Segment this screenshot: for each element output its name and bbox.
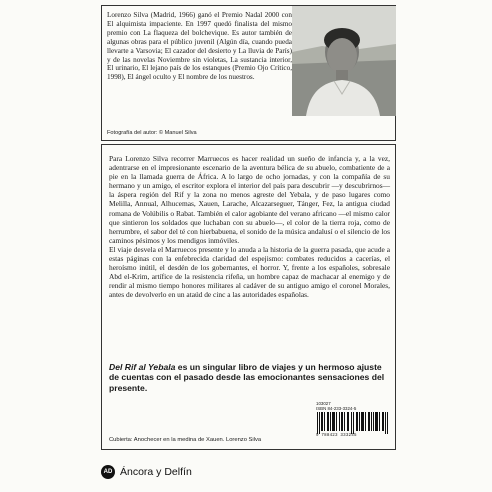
publisher bbox=[101, 462, 192, 482]
blurb bbox=[109, 362, 390, 393]
author-portrait-icon bbox=[292, 6, 396, 116]
cover-credit: Cubierta: Anochecer en la medina de Xauen. Lorenzo Silva bbox=[109, 437, 262, 443]
publisher-name: Áncora y Delfín bbox=[120, 466, 192, 478]
blurb-book-title: Del Rif al Yebala bbox=[109, 362, 176, 372]
synopsis-paragraph-2: El viaje desvela el Marruecos presente y lo anuda a la historia de la guerra pasada, que acude a estas páginas con la enfebrecida claridad del espejismo: combates reducidos a cacerías, el heroísmo inútil, el desdén de los gobernantes, el horror. Y, frente a los españoles, sobresale Abd el-Krim, artífice de la resistencia rifeña, un hombre capaz de machacar al enemigo y de rendir al mismo tiempo honores militares al cadáver de su antiguo amigo el coronel Morales, antes de devolverlo en un ataúd de cinc a las autoridades españolas. bbox=[109, 244, 390, 300]
photo-credit: Fotografía del autor: © Manuel Silva bbox=[107, 130, 197, 136]
publisher-logo: AD bbox=[101, 465, 115, 479]
isbn-block bbox=[316, 401, 390, 438]
synopsis bbox=[109, 154, 390, 300]
synopsis-paragraph-1: Para Lorenzo Silva recorrer Marruecos es hacer realidad un sueño de infancia y, a la vez, adentrarse en el impresionante escenario de la aventura bélica de su abuelo, combatiente de a pie en la llamada guerra de África. A lo largo de ocho jornadas, y con la compañía de su hermano y un amigo, el escritor explora el interior del país para descubrir —y descubrirnos— la áspera región del Rif y la zona no menos agreste del Yebala, y de paso lugares como Melilla, Annual, Alhucemas, Xauen, Larache, Alcazarseguer, Tánger, Fez, la antigua ciudad romana de Volúbilis o Rabat. También el calor agobiante del verano africano —el mismo calor que sintieron los soldados que luchaban con su abuelo—, el color de la tierra roja, como de herrumbre, el sabor del té con hierbabuena, el sonido de la música andalusí o el silencio de los caminos pésimos y los mendigos inmóviles. bbox=[109, 154, 390, 245]
author-bio: Lorenzo Silva (Madrid, 1966) ganó el Premio Nadal 2000 con El alquimista impaciente. En 1997 quedó finalista del mismo premio con La flaqueza del bolchevique. Es autor también de algunas obras para el público juvenil (Algún día, cuando pueda llevarte a Varsovia; El cazador del desierto y La lluvia de París) y de las novelas Noviembre sin violetas, La sustancia interior, El urinario, El lejano país de los estanques (Premio Ojo Crítico, 1998), El ángel oculto y El nombre de los nuestros. bbox=[107, 11, 292, 82]
author-photo bbox=[292, 6, 396, 116]
barcode-digits: 9 788423 333245 bbox=[316, 434, 357, 439]
blurb-text: es un singular libro de viajes y un hermoso ajuste de cuentas con el pasado desde las emocionantes sensaciones del presente. bbox=[109, 362, 385, 393]
isbn-number: ISBN 84-233-3324-5 bbox=[316, 406, 357, 412]
synopsis-box bbox=[101, 144, 396, 450]
author-box bbox=[101, 5, 396, 141]
isbn-code: 103027 bbox=[316, 401, 331, 406]
barcode-icon bbox=[316, 412, 390, 434]
